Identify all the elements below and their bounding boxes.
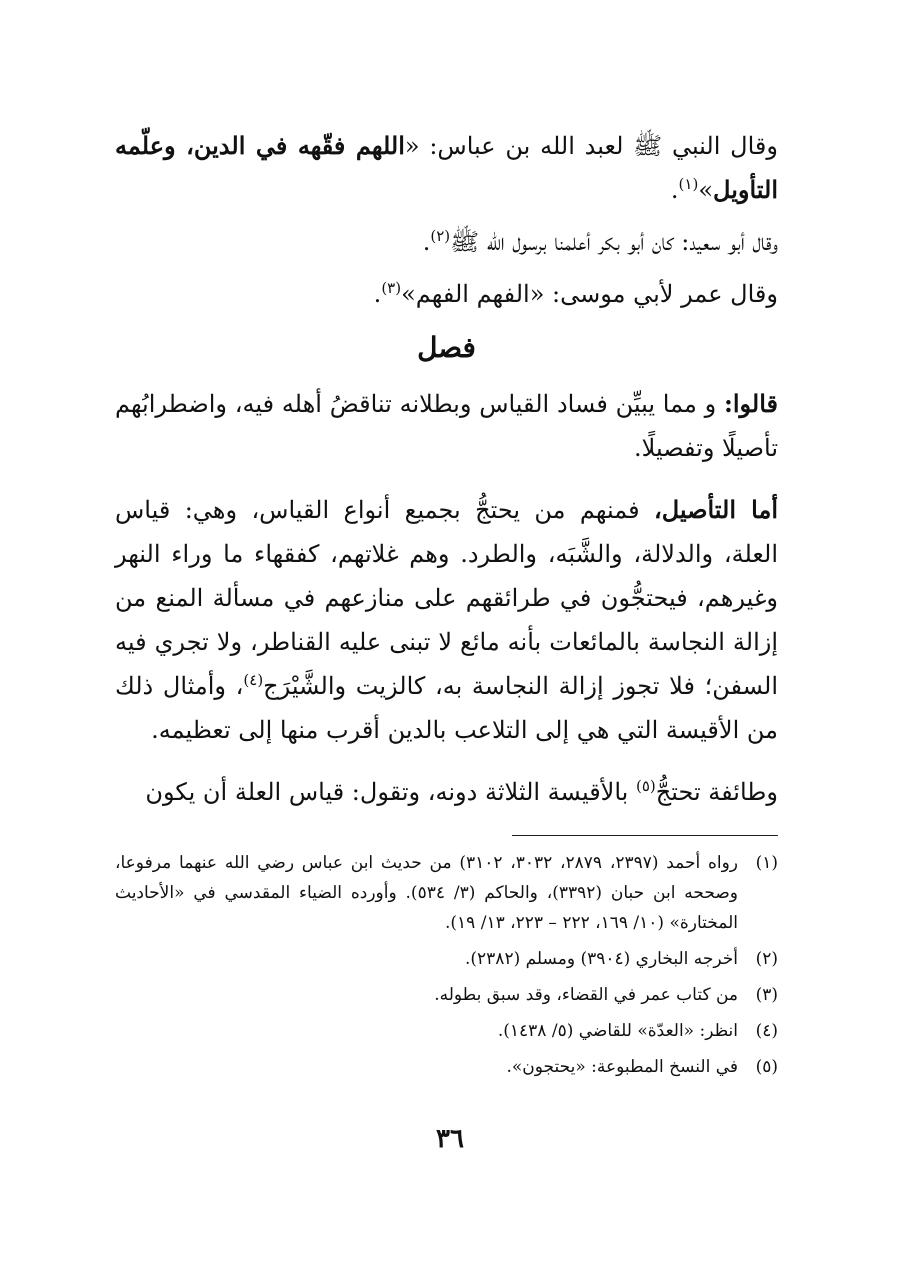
paragraph-text: فمنهم من يحتجُّ بجميع أنواع القياس، وهي: قياس العلة، والدلالة، والشَّبَه، والطرد. وهم غلاتهم، كفقهاء ما وراء النهر وغيرهم، فيحتجُّون في طرائقهم على منازعهم في مسألة المنع من إزالة النجاسة بالمائعات بأنه مائع لا تبنى عليه القناطر، ولا تجري فيه السفن؛ فلا تجوز إزالة النجاسة به، كالزيت والشَّيْرَج (115, 496, 779, 700)
footnote-text: من كتاب عمر في القضاء، وقد سبق بطوله. (434, 985, 738, 1005)
footnote-ref-4[interactable]: (٤) (243, 671, 264, 689)
paragraph-text: وقال النبي ﷺ لعبد الله بن عباس: « (404, 132, 778, 160)
footnote-number: (٥) (755, 1057, 778, 1077)
paragraph-abu-saeed (115, 220, 778, 264)
footnote-text: في النسخ المطبوعة: «يحتجون». (506, 1057, 738, 1077)
footnote-item (115, 980, 778, 1010)
footnote-item (115, 1016, 778, 1046)
footnotes (115, 848, 778, 1088)
footnote-divider (512, 835, 778, 836)
sentence-end: . (670, 176, 679, 204)
quoted-hadith: اللهم فقّهه في الدين، وعلّمه التأويل (115, 131, 778, 204)
paragraph-text: وقال أبو سعيد: كان أبو بكر أعلمنا برسول الله ﷺ (450, 228, 778, 256)
page-number: ٣٦ (436, 1124, 464, 1154)
lead-word: قالوا: (723, 389, 778, 418)
paragraph-text: وقال عمر لأبي موسى: «الفهم الفهم» (401, 280, 778, 308)
paragraph-hadith-ibn-abbas (115, 124, 778, 212)
footnote-item (115, 944, 778, 974)
footnote-item (115, 848, 778, 938)
sentence-end: . (373, 280, 382, 308)
footnote-number: (٢) (755, 949, 778, 969)
footnote-text: رواه أحمد (٢٣٩٧، ٢٨٧٩، ٣٠٣٢، ٣١٠٢) من حديث ابن عباس رضي الله عنهما مرفوعا، وصححه ابن حبان (٣٣٩٢)، والحاكم (٣/ ٥٣٤). وأورده الضياء المقدسي في «الأحاديث المختارة» (١٠/ ١٦٩، ٢٢٢ – ٢٢٣، ١٣/ ١٩). (115, 853, 739, 933)
section-heading: فصل (417, 331, 476, 364)
footnote-ref-1[interactable]: (١) (678, 175, 699, 193)
footnote-text: أخرجه البخاري (٣٩٠٤) ومسلم (٢٣٨٢). (465, 949, 738, 969)
footnote-ref-3[interactable]: (٣) (381, 279, 402, 297)
quote-close: » (698, 176, 714, 204)
footnote-text: انظر: «العدّة» للقاضي (٥/ ١٤٣٨). (497, 1021, 738, 1041)
footnote-ref-2[interactable]: (٢) (430, 227, 451, 245)
lead-word: أما التأصيل، (653, 495, 778, 524)
footnote-number: (١) (755, 853, 778, 873)
footnote-ref-5[interactable]: (٥) (635, 777, 656, 795)
paragraph-text: و مما يبيِّن فساد القياس وبطلانه تناقضُ أهله فيه، واضطرابُهم تأصيلًا وتفصيلًا. (115, 390, 778, 462)
paragraph-umar (115, 272, 778, 316)
paragraph-text-continued: ، وأمثال ذلك من الأقيسة التي هي إلى التلاعب بالدين أقرب منها إلى تعظيمه. (115, 672, 778, 744)
main-text (115, 124, 778, 814)
paragraph-text-continued: بالأقيسة الثلاثة دونه، وتقول: قياس العلة أن يكون (145, 778, 636, 806)
footnote-item (115, 1052, 778, 1082)
sentence-end: . (422, 228, 431, 256)
paragraph-taasil (115, 488, 778, 752)
paragraph-qalu (115, 382, 778, 470)
paragraph-taifa (115, 770, 778, 814)
paragraph-text: وطائفة تحتجُّ (655, 778, 778, 806)
footnote-number: (٣) (755, 985, 778, 1005)
footnote-number: (٤) (755, 1021, 778, 1041)
